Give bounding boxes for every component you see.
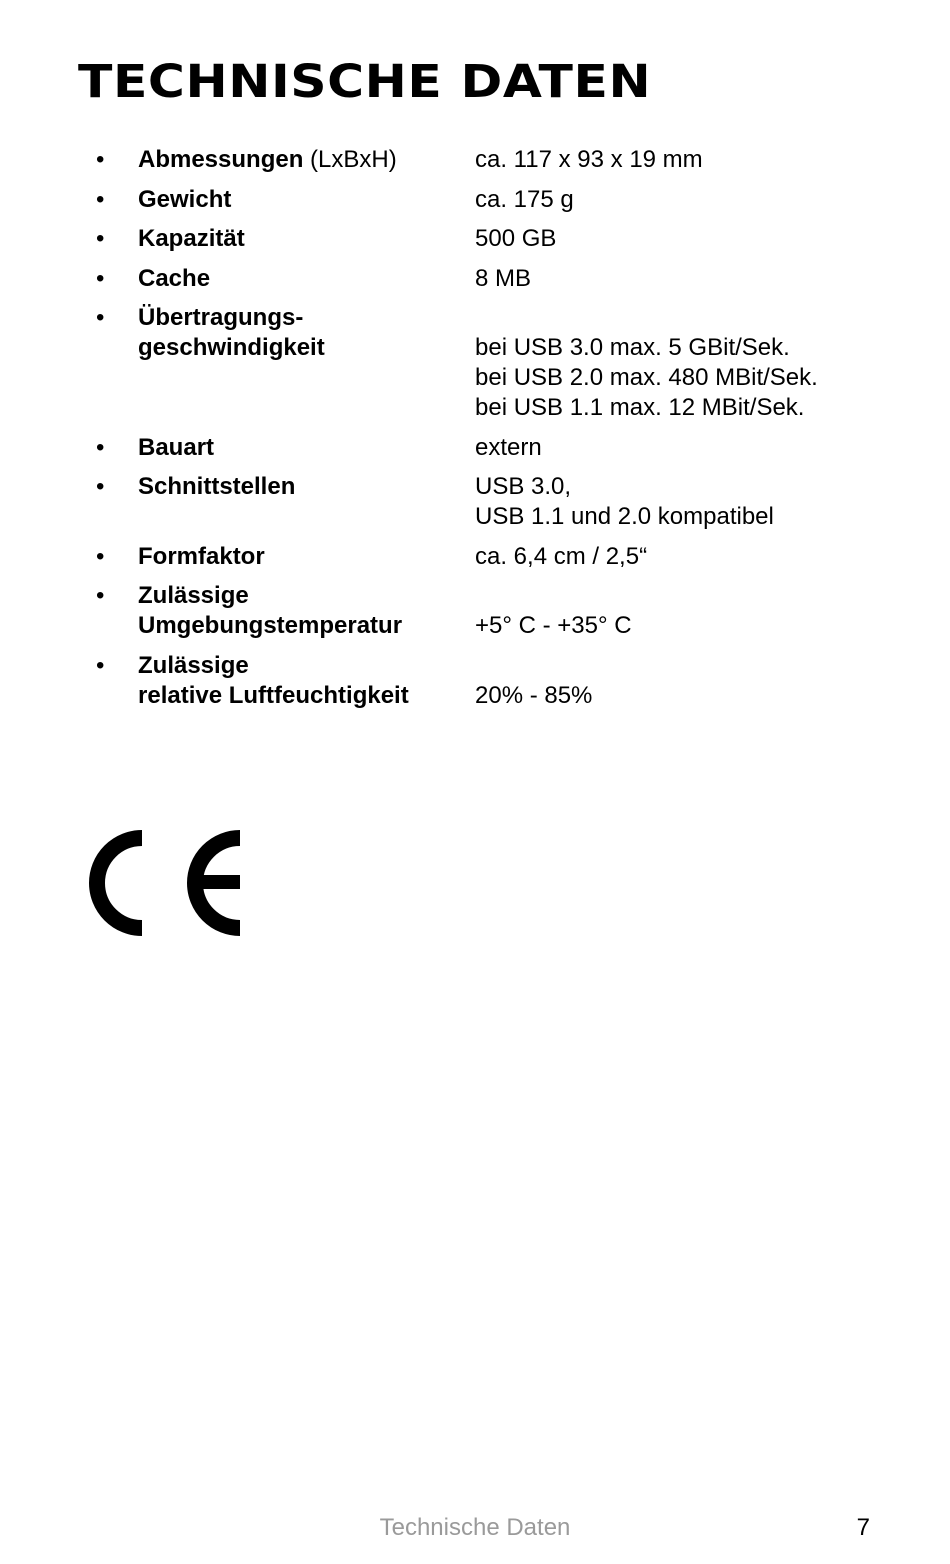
ce-mark-icon [78,824,244,942]
spec-label-line: relative Luftfeuchtigkeit [138,681,409,709]
spec-row [0,581,950,641]
spec-label-line: geschwindigkeit [138,334,325,361]
ce-mark-e-bar [190,875,240,889]
spec-label-line: Formfaktor [138,542,265,570]
spec-value-line: ca. 175 g [475,185,574,213]
bullet-icon: • [96,651,105,679]
spec-row [0,542,950,572]
spec-label [138,145,458,175]
spec-value-line: +5° C - +35° C [475,612,632,639]
spec-value-line [475,581,950,611]
ce-mark-c [97,838,142,928]
spec-row [0,224,950,254]
page-title: TECHNISCHE DATEN [78,55,652,108]
spec-row [0,145,950,175]
spec-row [0,303,950,423]
spec-value-line: 500 GB [475,225,557,252]
spec-row [0,472,950,532]
bullet-icon: • [96,225,105,252]
bullet-icon: • [96,542,105,570]
spec-value-line [475,303,950,333]
footer-title: Technische Daten [379,1514,571,1541]
spec-list [0,145,950,720]
spec-label-line: Cache [138,264,211,292]
spec-label-line: Gewicht [138,185,232,213]
bullet-icon: • [96,264,105,292]
spec-label-line: Zulässige [138,651,249,679]
spec-row [0,651,950,711]
spec-value-line: ca. 117 x 93 x 19 mm [475,146,703,173]
spec-value-line: bei USB 2.0 max. 480 MBit/Sek. [475,364,818,391]
spec-row [0,433,950,463]
spec-label [138,651,458,711]
spec-value [475,303,950,423]
spec-value [475,224,950,254]
spec-value [475,651,950,711]
spec-row [0,264,950,294]
spec-label-line: Schnittstellen [138,473,296,500]
spec-value-line [475,651,950,681]
spec-label-line: Abmessungen (LxBxH) [138,146,397,173]
spec-label-line: Umgebungstemperatur [138,612,403,639]
bullet-icon: • [96,582,105,609]
spec-value [475,581,950,641]
spec-label [138,224,458,254]
spec-label [138,264,458,294]
spec-value-line: 8 MB [475,264,532,292]
spec-value [475,433,950,463]
spec-label [138,185,458,215]
spec-value-line: extern [475,433,542,461]
spec-label-line: Übertragungs- [138,304,304,331]
bullet-icon: • [96,433,105,461]
spec-label [138,303,458,363]
bullet-icon: • [96,146,105,173]
spec-value-line: 20% - 85% [475,681,593,709]
spec-label [138,542,458,572]
spec-value-line: bei USB 1.1 max. 12 MBit/Sek. [475,394,805,421]
bullet-icon: • [96,473,105,500]
spec-value-line: bei USB 3.0 max. 5 GBit/Sek. [475,334,790,361]
spec-label [138,581,458,641]
spec-label [138,433,458,463]
spec-value-line: ca. 6,4 cm / 2,5“ [475,542,648,570]
spec-label-line: Kapazität [138,225,245,252]
spec-label-line: Zulässige [138,582,249,609]
spec-value [475,472,950,532]
spec-label [138,472,458,502]
bullet-icon: • [96,304,105,331]
spec-value [475,145,950,175]
spec-value [475,542,950,572]
spec-value [475,185,950,215]
spec-label-line: Bauart [138,433,215,461]
spec-value-line: USB 3.0, [475,473,572,500]
page-number: 7 [856,1514,870,1541]
bullet-icon: • [96,185,105,213]
spec-value [475,264,950,294]
spec-value-line: USB 1.1 und 2.0 kompatibel [475,503,774,530]
spec-label-suffix: (LxBxH) [310,146,397,173]
spec-row [0,185,950,215]
